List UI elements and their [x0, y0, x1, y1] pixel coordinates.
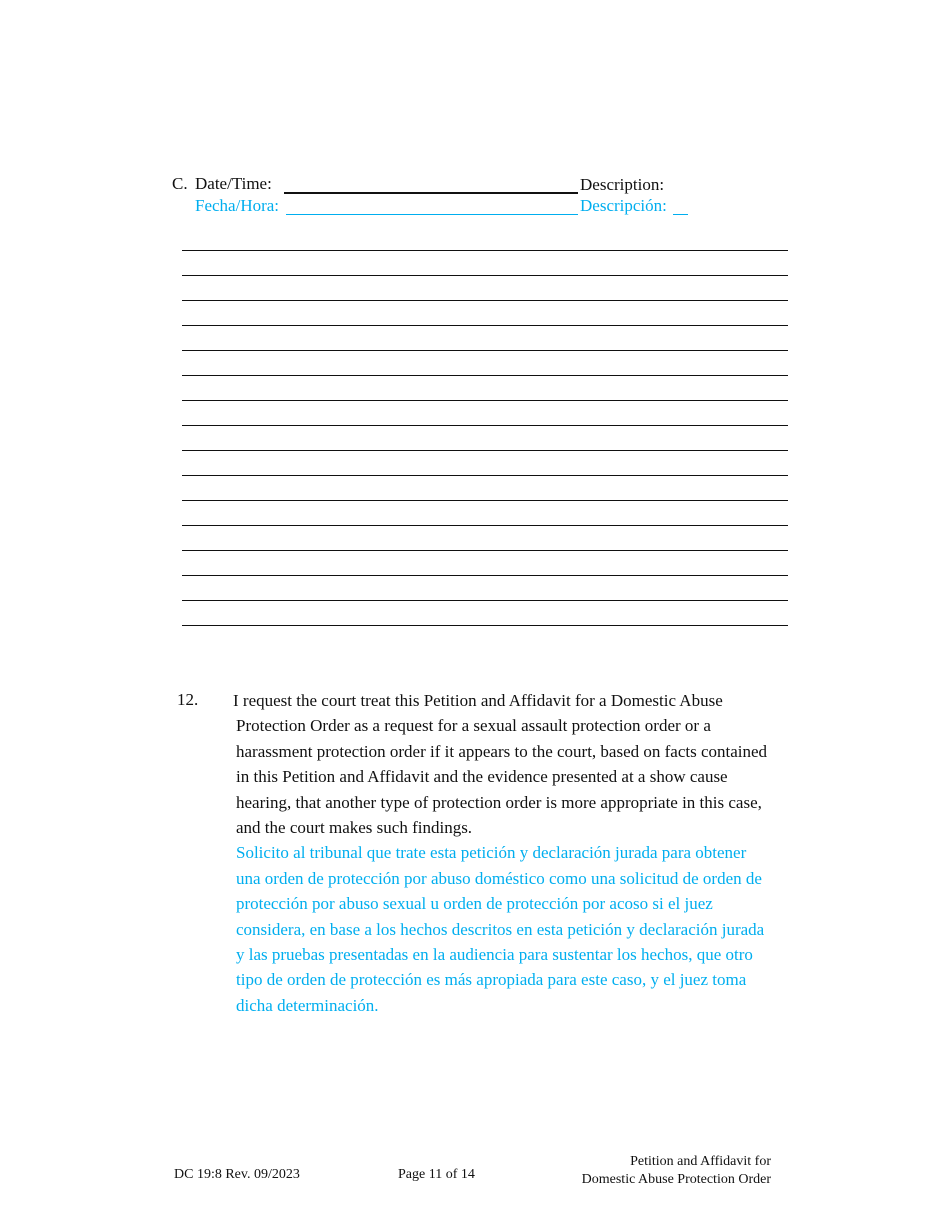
- fecha-hora-underline: [286, 214, 578, 215]
- description-line[interactable]: [182, 550, 788, 551]
- description-line[interactable]: [182, 250, 788, 251]
- description-line[interactable]: [182, 425, 788, 426]
- item-12-text-en-line: in this Petition and Affidavit and the evidence presented at a show cause: [236, 767, 728, 787]
- description-line[interactable]: [182, 475, 788, 476]
- item-12-text-en-line: I request the court treat this Petition and Affidavit for a Domestic Abuse: [233, 691, 723, 710]
- item-12-text-en-line: harassment protection order if it appears to the court, based on facts contained: [236, 741, 768, 761]
- description-line[interactable]: [182, 525, 788, 526]
- descripcion-label: Descripción:: [580, 196, 667, 215]
- footer-form-id: DC 19:8 Rev. 09/2023: [174, 1167, 300, 1182]
- footer-title-line: Domestic Abuse Protection Order: [581, 1172, 771, 1187]
- description-line[interactable]: [182, 375, 788, 376]
- footer-form-title: [582, 1153, 771, 1189]
- footer-title-line: Petition and Affidavit for: [630, 1154, 771, 1169]
- description-line[interactable]: [182, 450, 788, 451]
- description-line[interactable]: [182, 600, 788, 601]
- item-12-text-es-line: Solicito al tribunal que trate esta petición y declaración jurada para obtener: [236, 843, 747, 863]
- description-line[interactable]: [182, 275, 788, 276]
- descripcion-underline: [673, 214, 688, 215]
- item-12-text-en: [236, 713, 816, 840]
- description-line[interactable]: [182, 400, 788, 401]
- fecha-hora-label: Fecha/Hora:: [195, 196, 280, 215]
- footer-page-number: Page 11 of 14: [398, 1167, 475, 1182]
- description-line[interactable]: [182, 325, 788, 326]
- item-12-text-es-line: dicha determinación.: [236, 995, 379, 1015]
- item-12-text-es-line: y las pruebas presentadas en la audiencia para sustentar los hechos, que otro: [236, 945, 753, 965]
- description-line[interactable]: [182, 300, 788, 301]
- description-line[interactable]: [182, 575, 788, 576]
- description-line[interactable]: [182, 500, 788, 501]
- description-line[interactable]: [182, 625, 788, 626]
- section-c-letter: C.: [172, 174, 188, 193]
- item-12-text-en-line: Protection Order as a request for a sexual assault protection order or a: [236, 716, 711, 736]
- item-12-text-en-line: hearing, that another type of protection order is more appropriate in this case,: [236, 792, 762, 812]
- date-time-field[interactable]: [284, 192, 578, 194]
- item-12-number: 12.: [177, 690, 199, 709]
- item-12-text-es: [236, 840, 816, 1018]
- description-line[interactable]: [182, 350, 788, 351]
- date-time-label: Date/Time:: [195, 174, 272, 193]
- item-12-text-es-line: tipo de orden de protección es más apropiada para este caso, y el juez toma: [236, 970, 747, 990]
- item-12-text-en-line: and the court makes such findings.: [236, 818, 473, 838]
- item-12-text-es-line: protección por abuso sexual u orden de protección por acoso si el juez: [236, 894, 713, 914]
- item-12-text-es-line: considera, en base a los hechos descritos en esta petición y declaración jurada: [236, 919, 765, 939]
- description-label: Description:: [580, 175, 665, 194]
- item-12-text-es-line: una orden de protección por abuso doméstico como una solicitud de orden de: [236, 868, 762, 888]
